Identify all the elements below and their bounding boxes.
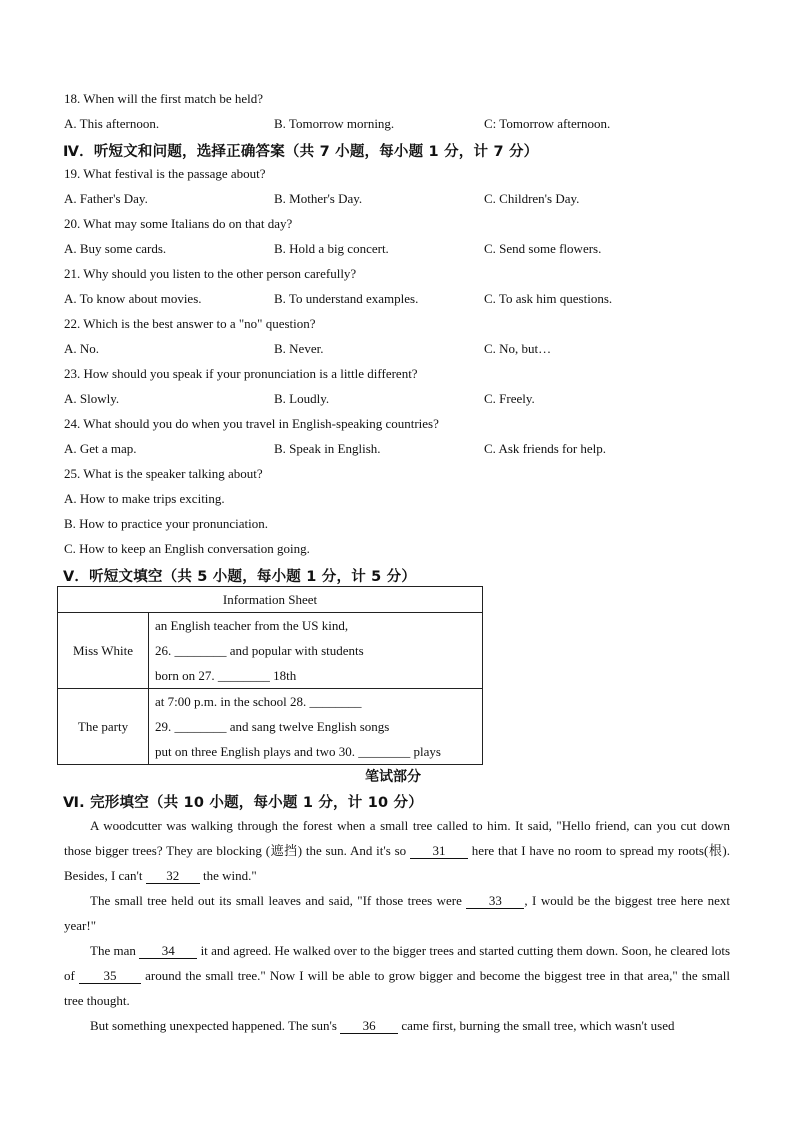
q23-option-c: C. Freely. bbox=[484, 391, 535, 406]
info-line: an English teacher from the US kind, bbox=[155, 618, 349, 633]
q22-option-c: C. No, but… bbox=[484, 341, 552, 356]
information-sheet-title: Information Sheet bbox=[58, 587, 483, 613]
q25-option-b: B. How to practice your pronunciation. bbox=[64, 516, 268, 531]
q18-option-c: C: Tomorrow afternoon. bbox=[484, 116, 611, 131]
q20-option-b: B. Hold a big concert. bbox=[274, 241, 389, 256]
passage-text: here that I have no room to spread my roots(根). Besides, I can't bbox=[64, 843, 730, 883]
passage-text: it and agreed. He walked over to the bigger trees and started cutting them down. Soon, he cleared lots of bbox=[64, 943, 731, 983]
info-line-blank-30: put on three English plays and two 30. ________ plays bbox=[155, 744, 441, 759]
info-line-blank-29: 29. ________ and sang twelve English songs bbox=[155, 719, 390, 734]
passage-paragraph-4 bbox=[64, 1013, 730, 1038]
blank-35: 35 bbox=[79, 969, 141, 984]
written-part-title: 笔试部分 bbox=[365, 769, 421, 785]
q19-option-a: A. Father's Day. bbox=[64, 191, 148, 206]
question-21: 21. Why should you listen to the other person carefully? bbox=[64, 266, 357, 281]
q18-option-a: A. This afternoon. bbox=[64, 116, 160, 131]
row-label-miss-white: Miss White bbox=[58, 613, 149, 689]
q20-option-c: C. Send some flowers. bbox=[484, 241, 602, 256]
q19-option-b: B. Mother's Day. bbox=[274, 191, 363, 206]
passage-paragraph-1 bbox=[64, 813, 730, 888]
row-content-miss-white bbox=[149, 613, 483, 689]
passage-text: The small tree held out its small leaves and said, "If those trees were bbox=[90, 893, 467, 908]
blank-31: 31 bbox=[410, 844, 468, 859]
question-19: 19. What festival is the passage about? bbox=[64, 166, 266, 181]
passage-text: around the small tree." Now I will be able to grow bigger and become the biggest tree in that area," the small tree thought. bbox=[64, 968, 730, 1008]
blank-36: 36 bbox=[340, 1019, 398, 1034]
q25-option-c: C. How to keep an English conversation going. bbox=[64, 541, 310, 556]
q24-option-a: A. Get a map. bbox=[64, 441, 137, 456]
passage-paragraph-3 bbox=[64, 938, 730, 1013]
q19-option-c: C. Children's Day. bbox=[484, 191, 580, 206]
question-18: 18. When will the first match be held? bbox=[64, 91, 264, 106]
q22-option-a: A. No. bbox=[64, 341, 100, 356]
section-6-heading: Ⅵ. 完形填空（共 10 小题，每小题 1 分，计 10 分） bbox=[63, 795, 423, 811]
question-20: 20. What may some Italians do on that day? bbox=[64, 216, 293, 231]
information-sheet-table bbox=[57, 586, 483, 765]
q18-option-b: B. Tomorrow morning. bbox=[274, 116, 395, 131]
passage-text: The man bbox=[90, 943, 140, 958]
section-5-heading: Ⅴ．听短文填空（共 5 小题，每小题 1 分，计 5 分） bbox=[63, 569, 417, 585]
blank-33: 33 bbox=[466, 894, 524, 909]
question-24: 24. What should you do when you travel in English-speaking countries? bbox=[64, 416, 439, 431]
row-content-the-party bbox=[149, 689, 483, 765]
passage-text: A woodcutter was walking through the forest when a small tree called to him. It said, "Hello friend, can you cut down those bigger trees? They are blocking (遮挡) the sun. And it's so bbox=[64, 818, 730, 858]
q24-option-b: B. Speak in English. bbox=[274, 441, 381, 456]
section-4-heading: Ⅳ．听短文和问题，选择正确答案（共 7 小题，每小题 1 分，计 7 分） bbox=[63, 144, 539, 160]
q25-option-a: A. How to make trips exciting. bbox=[64, 491, 225, 506]
q21-option-c: C. To ask him questions. bbox=[484, 291, 613, 306]
q23-option-a: A. Slowly. bbox=[64, 391, 120, 406]
row-label-the-party: The party bbox=[58, 689, 149, 765]
q23-option-b: B. Loudly. bbox=[274, 391, 330, 406]
blank-32: 32 bbox=[146, 869, 200, 884]
q22-option-b: B. Never. bbox=[274, 341, 324, 356]
q21-option-a: A. To know about movies. bbox=[64, 291, 202, 306]
question-22: 22. Which is the best answer to a "no" question? bbox=[64, 316, 316, 331]
info-line-blank-27: born on 27. ________ 18th bbox=[155, 668, 297, 683]
passage-text: the wind." bbox=[199, 868, 257, 883]
passage-text: , I would be the biggest tree here next year!" bbox=[64, 893, 730, 933]
q20-option-a: A. Buy some cards. bbox=[64, 241, 167, 256]
passage-paragraph-2 bbox=[64, 888, 730, 938]
q24-option-c: C. Ask friends for help. bbox=[484, 441, 607, 456]
question-23: 23. How should you speak if your pronunciation is a little different? bbox=[64, 366, 418, 381]
info-line-blank-28: at 7:00 p.m. in the school 28. ________ bbox=[155, 694, 362, 709]
q21-option-b: B. To understand examples. bbox=[274, 291, 419, 306]
passage-text: But something unexpected happened. The sun's bbox=[90, 1018, 341, 1033]
info-line-blank-26: 26. ________ and popular with students bbox=[155, 643, 364, 658]
passage-text: came first, burning the small tree, which wasn't used bbox=[398, 1018, 675, 1033]
blank-34: 34 bbox=[139, 944, 197, 959]
question-25: 25. What is the speaker talking about? bbox=[64, 466, 263, 481]
